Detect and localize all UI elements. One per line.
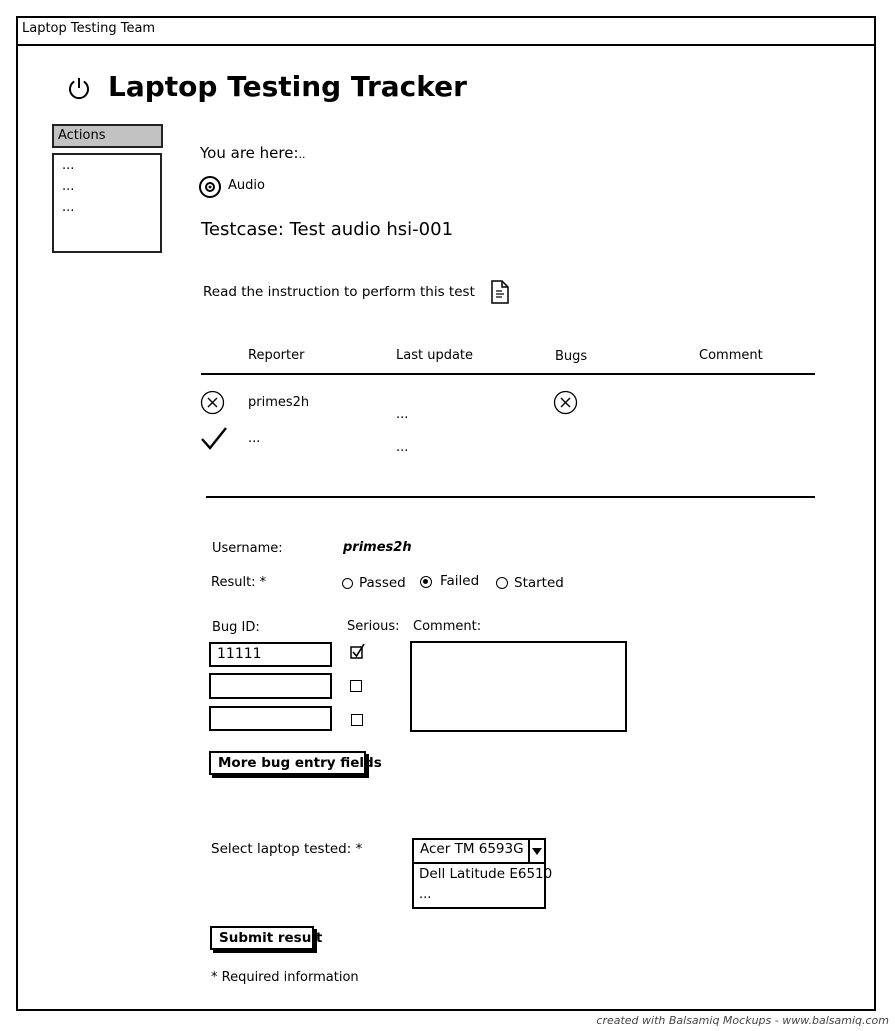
submit-button[interactable]: Submit result [210,926,314,950]
laptop-select-value[interactable]: Acer TM 6593G [420,841,524,857]
laptop-option[interactable]: Dell Latitude E6510 [419,866,553,882]
laptop-label: Select laptop tested: * [211,841,363,857]
actions-item[interactable]: ... [62,200,75,215]
page-title: Laptop Testing Tracker [108,70,467,103]
comment-label: Comment: [413,619,482,634]
column-header-reporter: Reporter [248,348,305,363]
table-header-divider [201,373,815,375]
breadcrumb [200,144,306,162]
table-cell-reporter: ... [248,431,261,446]
radio-passed[interactable] [342,578,353,589]
window-titlebar [16,16,876,46]
serious-checkbox[interactable] [350,680,362,692]
breadcrumb-current[interactable]: Audio [228,178,265,193]
column-header-bugs: Bugs [555,349,588,364]
comment-textarea[interactable] [410,641,627,732]
serious-checkbox[interactable] [349,643,367,661]
chevron-down-icon [530,840,544,862]
table-cell-last-update: ... [396,407,409,422]
testcase-title: Testcase: Test audio hsi-001 [201,219,454,240]
footer-credit: created with Balsamiq Mockups - www.balsamiq.com [596,1014,889,1027]
laptop-select[interactable] [412,838,553,909]
table-cell-last-update: ... [396,440,409,455]
document-icon[interactable] [490,279,510,305]
column-header-last-update: Last update [396,348,474,363]
username-label: Username: [212,541,283,556]
bug-id-input[interactable] [209,706,332,731]
actions-item[interactable]: ... [62,179,75,194]
dropdown-toggle[interactable] [528,840,544,862]
username-value: primes2h [343,540,412,555]
bug-id-input[interactable] [209,673,332,699]
radio-started-label[interactable]: Started [514,575,564,591]
bug-id-label: Bug ID: [212,620,260,635]
disc-icon [198,175,222,199]
more-bug-fields-button[interactable]: More bug entry fields [209,751,366,775]
actions-list [52,153,162,253]
table-cell-reporter: primes2h [248,395,310,410]
x-circle-icon [200,390,225,415]
column-header-comment: Comment [699,348,763,363]
actions-header[interactable]: Actions [52,124,163,148]
radio-failed-dot [423,579,428,584]
serious-checkbox[interactable] [351,714,363,726]
bug-id-input[interactable]: 11111 [209,642,332,667]
radio-failed-label[interactable]: Failed [440,573,480,589]
serious-label: Serious: [347,619,400,634]
required-note: * Required information [211,970,359,985]
power-icon[interactable] [66,75,92,101]
radio-started[interactable] [496,577,508,589]
breadcrumb-label: You are here: [200,144,299,162]
select-divider [414,862,544,864]
breadcrumb-trail[interactable]: .. [298,148,306,161]
table-bottom-divider [206,496,815,498]
x-circle-icon[interactable] [553,390,578,415]
window-title: Laptop Testing Team [22,21,156,36]
result-label: Result: * [211,575,267,590]
instruction-link[interactable]: Read the instruction to perform this test [203,284,475,300]
check-icon [200,426,228,452]
radio-failed[interactable] [420,576,432,588]
actions-item[interactable]: ... [62,158,75,173]
laptop-option[interactable]: ... [419,887,432,902]
radio-passed-label[interactable]: Passed [359,575,406,591]
